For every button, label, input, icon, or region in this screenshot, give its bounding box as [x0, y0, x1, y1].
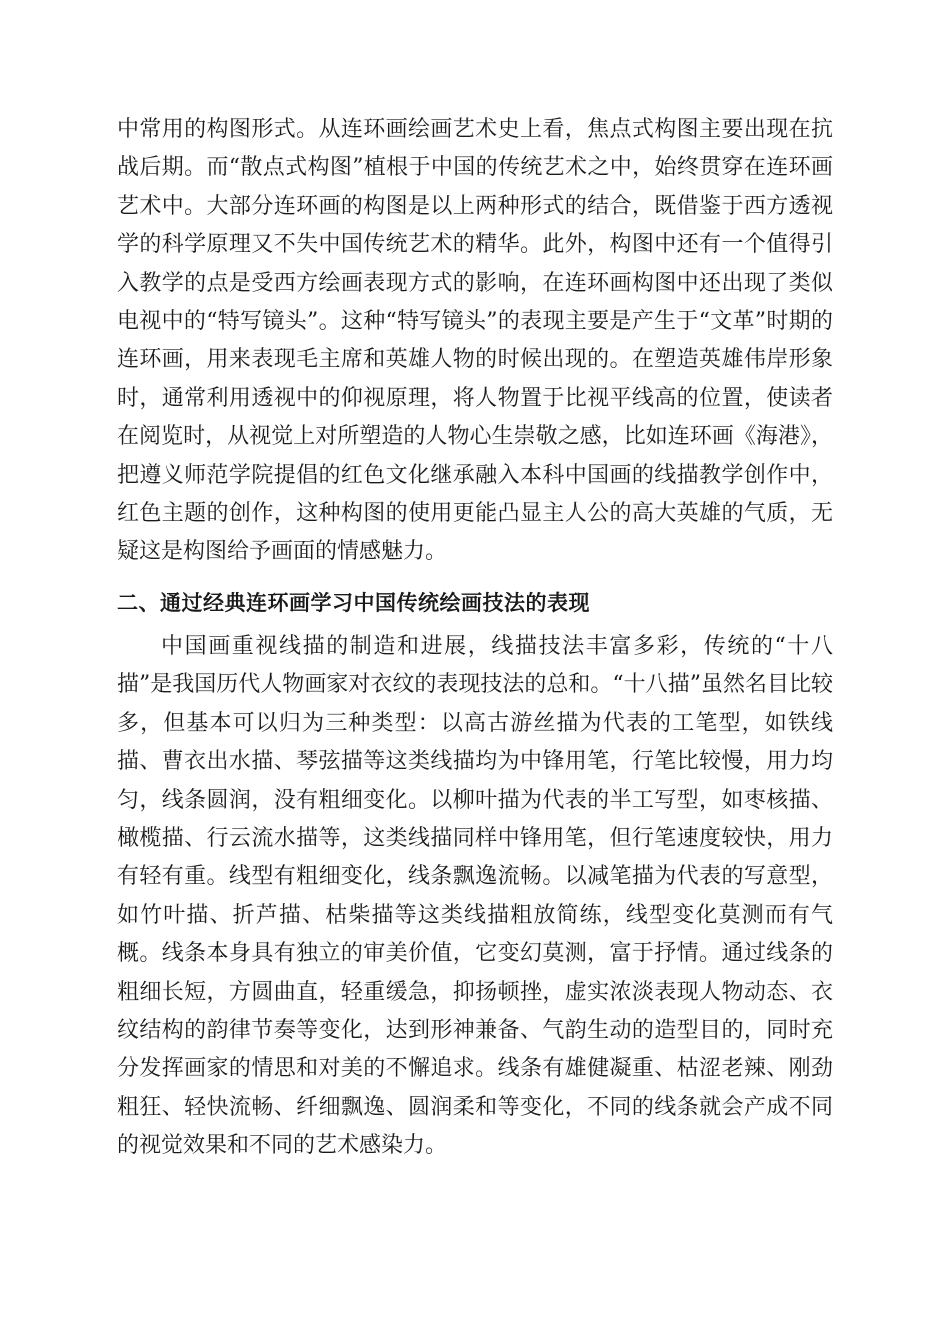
body-paragraph-2: 中国画重视线描的制造和进展，线描技法丰富多彩，传统的“十八描”是我国历代人物画家对衣纹的表现技法的总和。“十八描”虽然名目比较多，但基本可以归为三种类型：以高古游丝描为代表的工笔型，如铁线描、曹衣出水描、琴弦描等这类线描均为中锋用笔，行笔比较慢，用力均匀，线条圆润，没有粗细变化。以柳叶描为代表的半工写型，如枣核描、橄榄描、行云流水描等，这类线描同样中锋用笔，但行笔速度较快，用力有轻有重。线型有粗细变化，线条飘逸流畅。以减笔描为代表的写意型，如竹叶描、折芦描、枯柴描等这类线描粗放简练，线型变化莫测而有气概。线条本身具有独立的审美价值，它变幻莫测，富于抒情。通过线条的粗细长短，方圆曲直，轻重缓急，抑扬顿挫，虚实浓淡表现人物动态、衣纹结构的韵律节奏等变化，达到形神兼备、气韵生动的造型目的，同时充分发挥画家的情思和对美的不懈追求。线条有雄健凝重、枯涩老辣、刚劲粗狂、轻快流畅、纤细飘逸、圆润柔和等变化，不同的线条就会产成不同的视觉效果和不同的艺术感染力。 — [117, 633, 833, 1159]
section-heading: 二、通过经典连环画学习中国传统绘画技法的表现 — [117, 590, 590, 615]
body-paragraph-1: 中常用的构图形式。从连环画绘画艺术史上看，焦点式构图主要出现在抗战后期。而“散点式构图”植根于中国的传统艺术之中，始终贯穿在连环画艺术中。大部分连环画的构图是以上两种形式的结合，既借鉴于西方透视学的科学原理又不失中国传统艺术的精华。此外，构图中还有一个值得引入教学的点是受西方绘画表现方式的影响，在连环画构图中还出现了类似电视中的“特写镜头”。这种“特写镜头”的表现主要是产生于“文革”时期的连环画，用来表现毛主席和英雄人物的时候出现的。在塑造英雄伟岸形象时，通常利用透视中的仰视原理，将人物置于比视平线高的位置，使读者在阅览时，从视觉上对所塑造的人物心生崇敬之感，比如连环画《海港》，把遵义师范学院提倡的红色文化继承融入本科中国画的线描教学创作中，红色主题的创作，这种构图的使用更能凸显主人公的高大英雄的气质，无疑这是构图给予画面的情感魅力。 — [117, 117, 833, 565]
document-page — [117, 111, 833, 1166]
spacer — [117, 572, 833, 584]
